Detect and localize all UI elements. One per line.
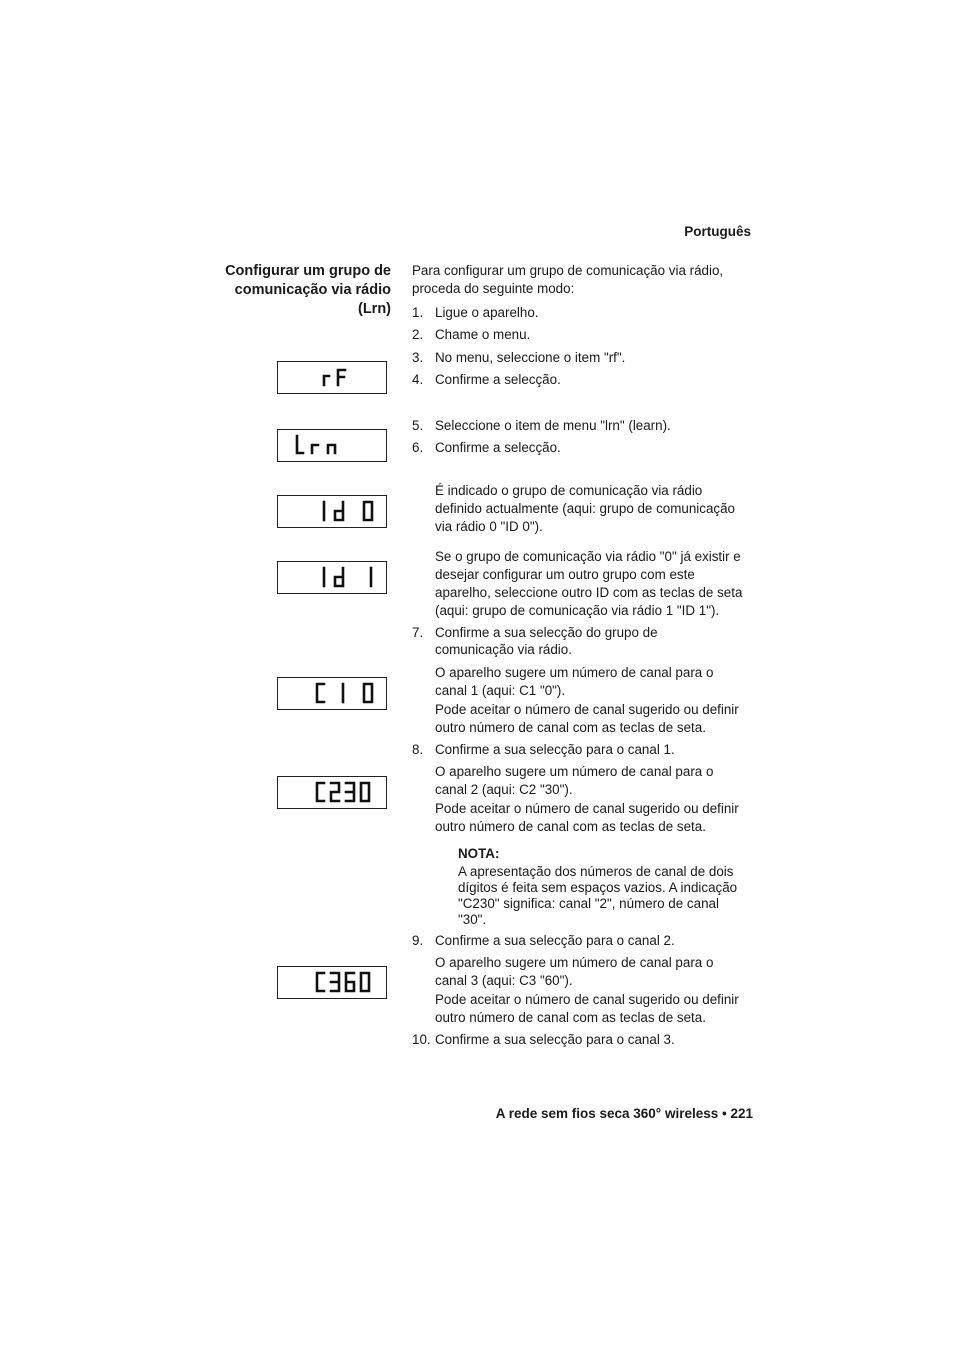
paragraph-line: O aparelho sugere um número de canal para o bbox=[435, 665, 714, 680]
step-text: Seleccione o item de menu "lrn" (learn). bbox=[435, 418, 671, 433]
lcd-rf-glyphs bbox=[278, 362, 386, 393]
lcd-lrn-glyphs bbox=[278, 430, 386, 461]
paragraph-line: O aparelho sugere um número de canal para o bbox=[435, 764, 714, 779]
page-language: Português bbox=[684, 224, 751, 239]
paragraph-line: Pode aceitar o número de canal sugerido ou definir bbox=[435, 992, 739, 1007]
step-number: 7. bbox=[412, 625, 424, 640]
paragraph-line: definido actualmente (aqui: grupo de comunicação bbox=[435, 501, 735, 516]
step-text: Confirme a sua selecção para o canal 1. bbox=[435, 742, 675, 757]
note-line: "30". bbox=[458, 912, 487, 927]
step-number: 2. bbox=[412, 327, 424, 342]
step-number: 5. bbox=[412, 418, 424, 433]
step-number: 10. bbox=[412, 1032, 431, 1047]
note-line: "C230" significa: canal "2", número de canal bbox=[458, 896, 719, 911]
intro-line-2: proceda do seguinte modo: bbox=[412, 281, 575, 296]
step-number: 9. bbox=[412, 933, 424, 948]
step-text: Confirme a sua selecção para o canal 3. bbox=[435, 1032, 675, 1047]
paragraph-line: É indicado o grupo de comunicação via rádio bbox=[435, 483, 703, 498]
step-text: Confirme a sua selecção para o canal 2. bbox=[435, 933, 675, 948]
step-number: 3. bbox=[412, 350, 424, 365]
paragraph-line: canal 2 (aqui: C2 "30"). bbox=[435, 782, 573, 797]
section-title-line-3: (Lrn) bbox=[357, 301, 391, 317]
paragraph-line: via rádio 0 "ID 0"). bbox=[435, 519, 543, 534]
note-line: A apresentação dos números de canal de dois bbox=[458, 864, 734, 879]
lcd-c230-glyphs bbox=[278, 777, 386, 808]
paragraph-line: outro número de canal com as teclas de seta. bbox=[435, 720, 706, 735]
note-heading: NOTA: bbox=[458, 846, 500, 861]
section-title-line-1: Configurar um grupo de bbox=[225, 263, 391, 279]
step-number: 8. bbox=[412, 742, 424, 757]
display-rf bbox=[277, 361, 387, 394]
section-title bbox=[180, 262, 391, 319]
paragraph-line: outro número de canal com as teclas de seta. bbox=[435, 1010, 706, 1025]
paragraph-line: Pode aceitar o número de canal sugerido ou definir bbox=[435, 702, 739, 717]
step-text: Chame o menu. bbox=[435, 327, 531, 342]
paragraph-line: canal 1 (aqui: C1 "0"). bbox=[435, 683, 566, 698]
intro-line-1: Para configurar um grupo de comunicação via rádio, bbox=[412, 263, 724, 278]
step-text-continued: comunicação via rádio. bbox=[435, 642, 572, 657]
paragraph-line: desejar configurar um outro grupo com este bbox=[435, 567, 695, 582]
step-number: 4. bbox=[412, 372, 424, 387]
paragraph-line: canal 3 (aqui: C3 "60"). bbox=[435, 973, 573, 988]
display-id1 bbox=[277, 561, 387, 594]
section-title-line-2: comunicação via rádio bbox=[234, 282, 391, 298]
step-text: No menu, seleccione o item "rf". bbox=[435, 350, 626, 365]
lcd-c360-glyphs bbox=[278, 967, 386, 998]
step-text: Confirme a sua selecção do grupo de bbox=[435, 625, 658, 640]
lcd-id1-glyphs bbox=[278, 562, 386, 593]
display-c230 bbox=[277, 776, 387, 809]
display-lrn bbox=[277, 429, 387, 462]
paragraph-line: Se o grupo de comunicação via rádio "0" já existir e bbox=[435, 549, 741, 564]
page-footer: A rede sem fios seca 360° wireless • 221 bbox=[495, 1106, 753, 1121]
paragraph-line: outro número de canal com as teclas de seta. bbox=[435, 819, 706, 834]
paragraph-line: aparelho, seleccione outro ID com as teclas de seta bbox=[435, 585, 743, 600]
paragraph-line: Pode aceitar o número de canal sugerido ou definir bbox=[435, 801, 739, 816]
step-number: 6. bbox=[412, 440, 424, 455]
lcd-c10-glyphs bbox=[278, 678, 386, 709]
lcd-id0-glyphs bbox=[278, 496, 386, 527]
display-c360 bbox=[277, 966, 387, 999]
step-number: 1. bbox=[412, 305, 424, 320]
paragraph-line: (aqui: grupo de comunicação via rádio 1 "ID 1"). bbox=[435, 603, 720, 618]
display-id0 bbox=[277, 495, 387, 528]
display-c10 bbox=[277, 677, 387, 710]
step-text: Ligue o aparelho. bbox=[435, 305, 539, 320]
paragraph-line: O aparelho sugere um número de canal para o bbox=[435, 955, 714, 970]
step-text: Confirme a selecção. bbox=[435, 372, 561, 387]
step-text: Confirme a selecção. bbox=[435, 440, 561, 455]
note-line: dígitos é feita sem espaços vazios. A indicação bbox=[458, 880, 738, 895]
